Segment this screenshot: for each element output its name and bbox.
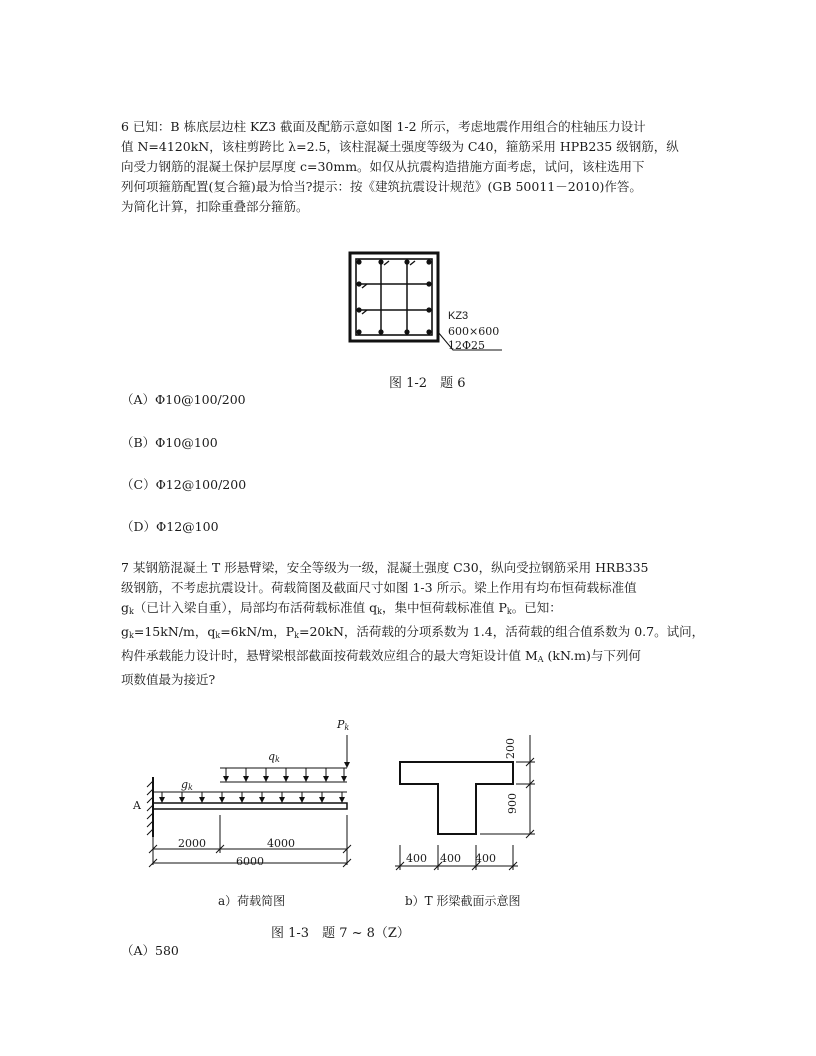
q6-line: 6 已知：B 栋底层边柱 KZ3 截面及配筋示意如图 1-2 所示，考虑地震作用组合的柱轴压力设计 <box>121 119 646 134</box>
q6-line: 值 N=4120kN，该柱剪跨比 λ=2.5，该柱混凝土强度等级为 C40，箍筋采用 HPB235 级钢筋，纵 <box>121 139 679 154</box>
column-label-rebar: 12Φ25 <box>448 339 486 352</box>
figure-1-2-column-section <box>340 248 520 363</box>
q7-option-a: （A）580 <box>121 943 179 958</box>
column-label-size: 600×600 <box>448 325 500 338</box>
q7-line: 项数值最为接近? <box>121 672 216 687</box>
q7-line: 级钢筋，不考虑抗震设计。荷载简图及截面尺寸如图 1-3 所示。梁上作用有均布恒荷载标准值 <box>121 580 637 595</box>
support-a-label: A <box>133 799 141 812</box>
q6-option-c: （C）Φ12@100/200 <box>121 477 247 492</box>
sec-dim-400: 400 <box>475 852 496 865</box>
question-6-text <box>121 117 701 217</box>
q6-option-b: （B）Φ10@100 <box>121 435 218 450</box>
sec-dim-400: 400 <box>440 852 461 865</box>
q7-line: 构件承载能力设计时，悬臂梁根部截面按荷载效应组合的最大弯矩设计值 $M_A$ (kN.m)与下列何 <box>121 648 641 664</box>
figure-1-2-caption: 图 1-2 题 6 <box>389 376 466 391</box>
dim-2000: 2000 <box>178 837 206 850</box>
load-pk-label: $P_k$ <box>337 718 350 732</box>
q7-line: $g_k$（已计入梁自重），局部均布活荷载标准值 $q_k$，集中恒荷载标准值 $P_k$。已知： <box>121 600 562 616</box>
figure-1-3b-caption: b）T 形梁截面示意图 <box>405 894 521 908</box>
dim-6000: 6000 <box>236 855 264 868</box>
question-7-text <box>121 558 705 690</box>
figure-1-3a-caption: a）荷载简图 <box>218 894 286 908</box>
q6-line: 向受力钢筋的混凝土保护层厚度 c=30mm。如仅从抗震构造措施方面考虑，试问，该柱选用下 <box>121 159 645 174</box>
load-gk-label: $g_k$ <box>181 778 193 792</box>
load-qk-label: $q_k$ <box>268 750 280 764</box>
dim-4000: 4000 <box>267 837 295 850</box>
q6-line: 为简化计算，扣除重叠部分箍筋。 <box>121 199 309 214</box>
q7-line: 7 某钢筋混凝土 T 形悬臂梁，安全等级为一级，混凝土强度 C30，纵向受拉钢筋采用 HRB335 <box>121 560 649 575</box>
q6-option-a: （A）Φ10@100/200 <box>121 392 246 407</box>
q6-line: 列何项箍筋配置(复合箍)最为恰当?提示：按《建筑抗震设计规范》(GB 50011－2010)作答。 <box>121 179 642 194</box>
figure-1-3-caption: 图 1-3 题 7 ~ 8（Z） <box>271 926 410 941</box>
figure-1-3a-load-diagram <box>120 715 370 875</box>
sec-dim-900: 900 <box>506 793 519 814</box>
column-label-name: KZ3 <box>448 310 469 322</box>
q6-option-d: （D）Φ12@100 <box>121 519 219 534</box>
sec-dim-400: 400 <box>406 852 427 865</box>
sec-dim-200: 200 <box>504 738 517 759</box>
q7-line: $g_k=15kN/m$，$q_k=6kN/m$，$P_k=20kN$，活荷载的分项系数为 1.4，活荷载的组合值系数为 0.7。试问， <box>121 624 705 640</box>
